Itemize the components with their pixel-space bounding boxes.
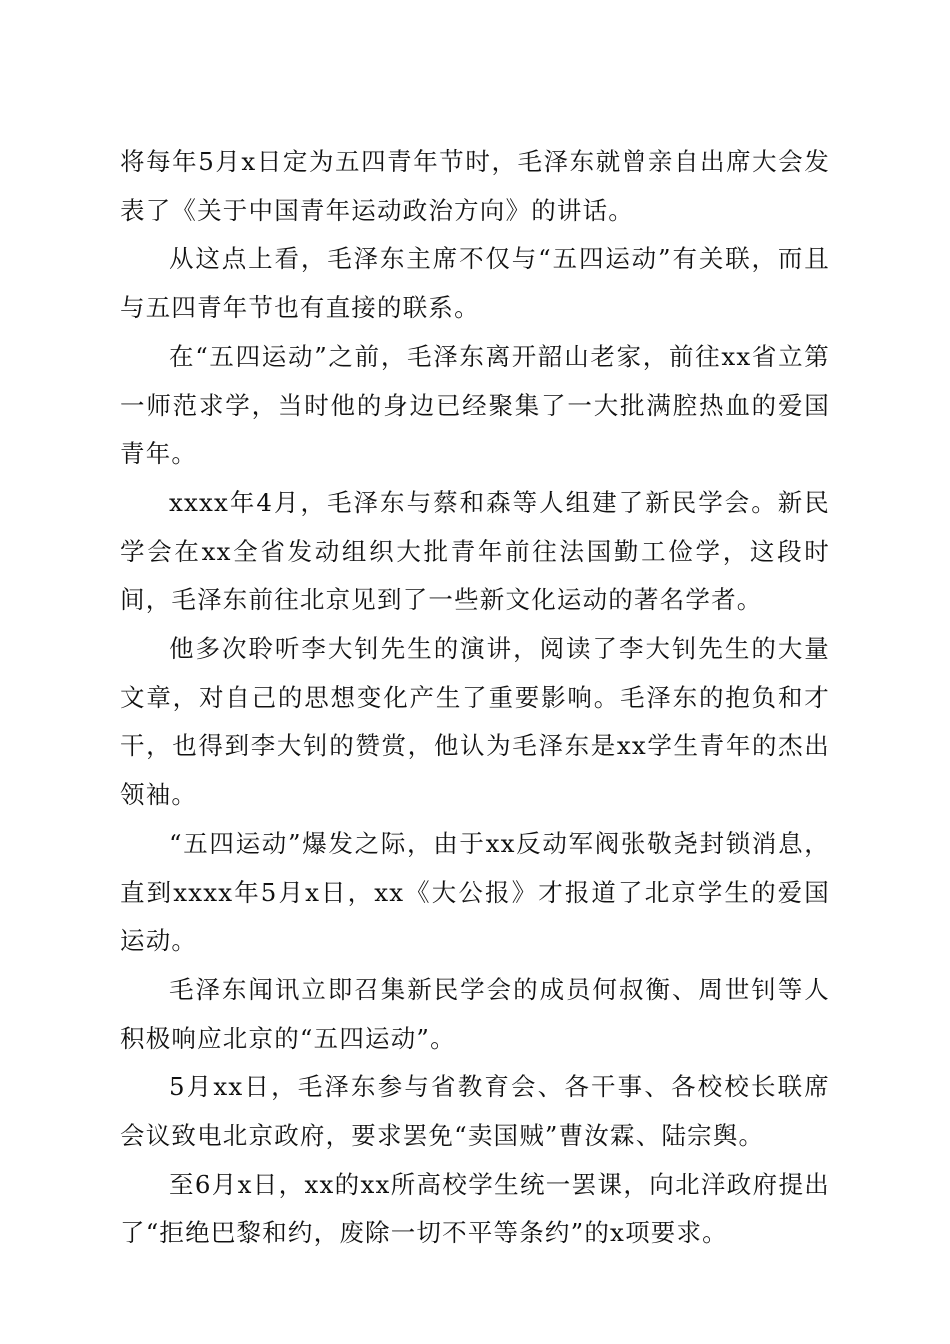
paragraph-6: “五四运动”爆发之际，由于xx反动军阀张敬尧封锁消息，直到xxxx年5月x日，xx《大公报》才报道了北京学生的爱国运动。	[120, 828, 830, 956]
paragraph-7: 毛泽东闻讯立即召集新民学会的成员何叔衡、周世钊等人积极响应北京的“五四运动”。	[120, 974, 830, 1053]
paragraph-5: 他多次聆听李大钊先生的演讲，阅读了李大钊先生的大量文章，对自己的思想变化产生了重要影响。毛泽东的抱负和才干，也得到李大钊的赞赏，他认为毛泽东是xx学生青年的杰出领袖。	[120, 634, 830, 810]
paragraph-3: 在“五四运动”之前，毛泽东离开韶山老家，前往xx省立第一师范求学，当时他的身边已经聚集了一大批满腔热血的爱国青年。	[120, 341, 830, 469]
paragraph-9: 至6月x日，xx的xx所高校学生统一罢课，向北洋政府提出了“拒绝巴黎和约，废除一切不平等条约”的x项要求。	[120, 1169, 830, 1248]
paragraph-2: 从这点上看，毛泽东主席不仅与“五四运动”有关联，而且与五四青年节也有直接的联系。	[120, 244, 830, 323]
paragraph-4: xxxx年4月，毛泽东与蔡和森等人组建了新民学会。新民学会在xx全省发动组织大批青年前往法国勤工俭学，这段时间，毛泽东前往北京见到了一些新文化运动的著名学者。	[120, 487, 830, 615]
paragraph-1: 将每年5月x日定为五四青年节时，毛泽东就曾亲自出席大会发表了《关于中国青年运动政治方向》的讲话。	[120, 147, 830, 225]
paragraph-8: 5月xx日，毛泽东参与省教育会、各干事、各校校长联席会议致电北京政府，要求罢免“卖国贼”曹汝霖、陆宗舆。	[120, 1072, 830, 1151]
document-body	[120, 138, 830, 1258]
